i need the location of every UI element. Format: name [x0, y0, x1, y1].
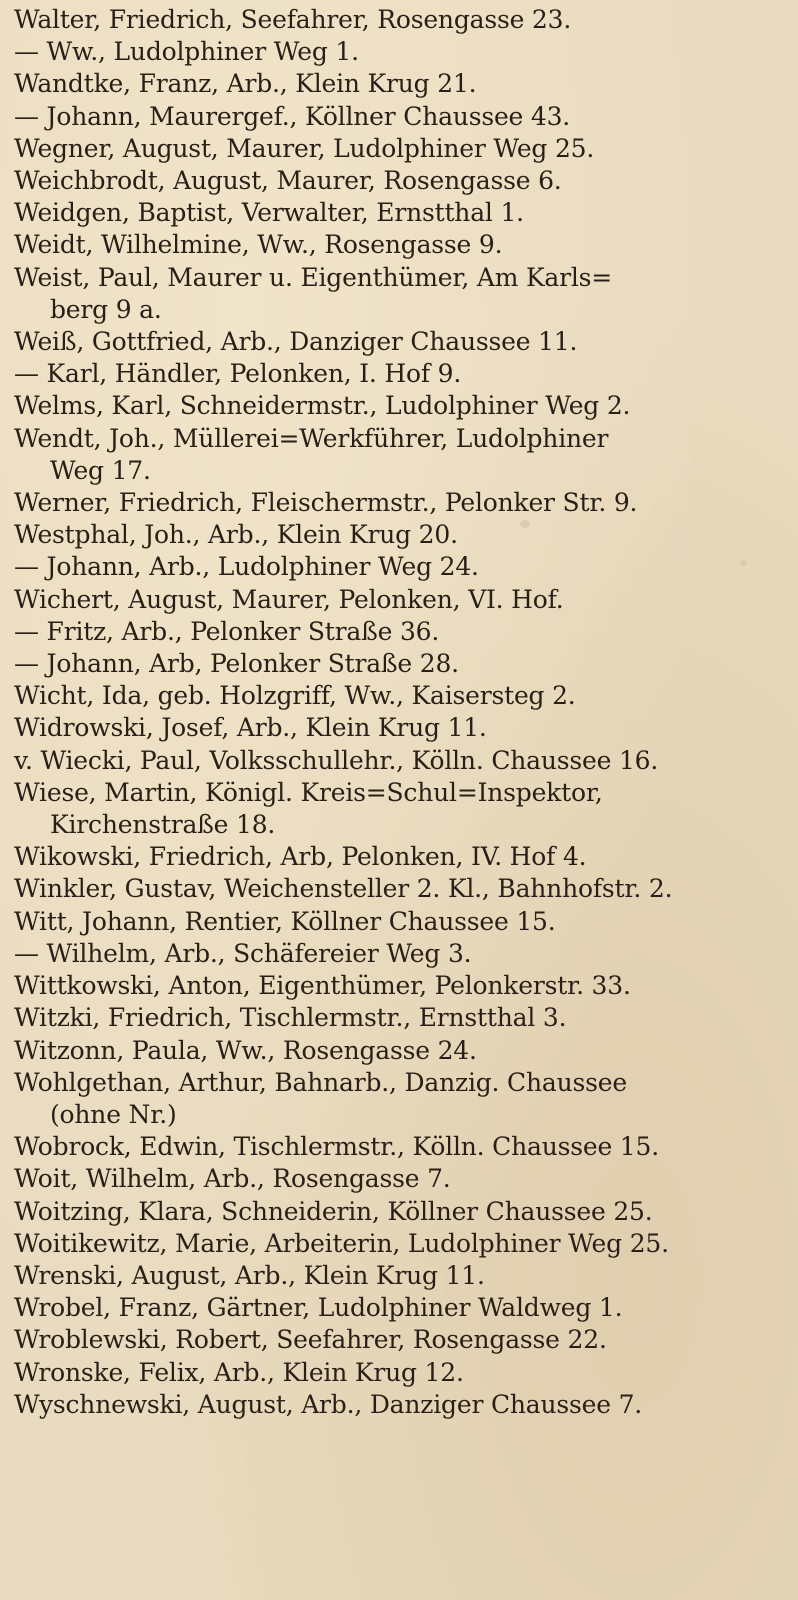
entry-text: Wrenski, August, Arb., Klein Krug 11.	[14, 1260, 485, 1290]
entry-text: Wronske, Felix, Arb., Klein Krug 12.	[14, 1357, 464, 1387]
entry-text: Welms, Karl, Schneidermstr., Ludolphiner Weg 2.	[14, 391, 631, 421]
directory-entries	[14, 4, 790, 1421]
entry-text: Weidgen, Baptist, Verwalter, Ernstthal 1.	[14, 198, 524, 228]
entry-text: Wobrock, Edwin, Tischlermstr., Kölln. Chaussee 15.	[14, 1132, 659, 1162]
directory-entry	[14, 1035, 790, 1067]
directory-entry	[14, 938, 790, 970]
directory-entry	[14, 970, 790, 1002]
directory-entry	[14, 1357, 790, 1389]
directory-entry	[14, 36, 790, 68]
directory-entry	[14, 648, 790, 680]
entry-text: — Wilhelm, Arb., Schäfereier Weg 3.	[14, 938, 472, 968]
entry-text: Widrowski, Josef, Arb., Klein Krug 11.	[14, 713, 487, 743]
directory-entry	[14, 551, 790, 583]
entry-text: Weichbrodt, August, Maurer, Rosengasse 6.	[14, 166, 562, 196]
directory-entry	[14, 519, 790, 551]
directory-entry	[14, 906, 790, 938]
entry-text: — Johann, Arb., Ludolphiner Weg 24.	[14, 552, 479, 582]
entry-text: v. Wiecki, Paul, Volksschullehr., Kölln. Chaussee 16.	[14, 745, 659, 775]
entry-text: — Johann, Arb, Pelonker Straße 28.	[14, 649, 459, 679]
directory-entry	[14, 680, 790, 712]
entry-text: Werner, Friedrich, Fleischermstr., Pelonker Str. 9.	[14, 488, 638, 518]
entry-text: — Ww., Ludolphiner Weg 1.	[14, 37, 359, 67]
directory-entry	[14, 423, 790, 487]
directory-entry	[14, 777, 790, 841]
entry-text: Weidt, Wilhelmine, Ww., Rosengasse 9.	[14, 230, 503, 260]
directory-entry	[14, 1131, 790, 1163]
entry-text: Wittkowski, Anton, Eigenthümer, Pelonkerstr. 33.	[14, 971, 631, 1001]
directory-entry	[14, 4, 790, 36]
directory-entry	[14, 197, 790, 229]
entry-continuation: Weg 17.	[50, 455, 151, 485]
entry-text: Woit, Wilhelm, Arb., Rosengasse 7.	[14, 1164, 451, 1194]
entry-text: Wicht, Ida, geb. Holzgriff, Ww., Kaisersteg 2.	[14, 681, 576, 711]
directory-entry	[14, 390, 790, 422]
directory-entry	[14, 1260, 790, 1292]
directory-entry	[14, 584, 790, 616]
entry-text: Wegner, August, Maurer, Ludolphiner Weg 25.	[14, 133, 595, 163]
directory-entry	[14, 745, 790, 777]
entry-text: Wyschnewski, August, Arb., Danziger Chaussee 7.	[14, 1389, 643, 1419]
directory-entry	[14, 1067, 790, 1131]
directory-entry	[14, 841, 790, 873]
entry-text: Wiese, Martin, Königl. Kreis=Schul=Inspektor,	[14, 777, 603, 807]
directory-entry	[14, 1228, 790, 1260]
directory-entry	[14, 1163, 790, 1195]
entry-text: — Johann, Maurergef., Köllner Chaussee 43.	[14, 101, 571, 131]
entry-text: Wohlgethan, Arthur, Bahnarb., Danzig. Chaussee	[14, 1067, 627, 1097]
entry-text: — Fritz, Arb., Pelonker Straße 36.	[14, 616, 440, 646]
directory-entry	[14, 101, 790, 133]
directory-entry	[14, 1196, 790, 1228]
directory-entry	[14, 1002, 790, 1034]
entry-text: Wandtke, Franz, Arb., Klein Krug 21.	[14, 69, 477, 99]
directory-entry	[14, 165, 790, 197]
directory-entry	[14, 616, 790, 648]
directory-entry	[14, 262, 790, 326]
entry-continuation: berg 9 a.	[50, 294, 162, 324]
entry-continuation: Kirchenstraße 18.	[50, 810, 276, 840]
entry-text: Weist, Paul, Maurer u. Eigenthümer, Am Karls=	[14, 262, 613, 292]
entry-text: — Karl, Händler, Pelonken, I. Hof 9.	[14, 359, 462, 389]
entry-text: Witzki, Friedrich, Tischlermstr., Ernstthal 3.	[14, 1003, 567, 1033]
directory-entry	[14, 68, 790, 100]
entry-text: Witzonn, Paula, Ww., Rosengasse 24.	[14, 1035, 477, 1065]
directory-entry	[14, 229, 790, 261]
entry-text: Wendt, Joh., Müllerei=Werkführer, Ludolphiner	[14, 423, 609, 453]
directory-entry	[14, 487, 790, 519]
entry-text: Wrobel, Franz, Gärtner, Ludolphiner Waldweg 1.	[14, 1293, 623, 1323]
directory-entry	[14, 1292, 790, 1324]
entry-text: Woitikewitz, Marie, Arbeiterin, Ludolphiner Weg 25.	[14, 1228, 669, 1258]
directory-entry	[14, 1324, 790, 1356]
directory-entry	[14, 1389, 790, 1421]
directory-entry	[14, 873, 790, 905]
entry-text: Witt, Johann, Rentier, Köllner Chaussee 15.	[14, 906, 556, 936]
entry-text: Woitzing, Klara, Schneiderin, Köllner Chaussee 25.	[14, 1196, 653, 1226]
entry-text: Weiß, Gottfried, Arb., Danziger Chaussee 11.	[14, 327, 578, 357]
entry-text: Walter, Friedrich, Seefahrer, Rosengasse 23.	[14, 5, 572, 34]
entry-text: Winkler, Gustav, Weichensteller 2. Kl., Bahnhofstr. 2.	[14, 874, 673, 904]
directory-entry	[14, 358, 790, 390]
directory-entry	[14, 712, 790, 744]
entry-text: Westphal, Joh., Arb., Klein Krug 20.	[14, 520, 458, 550]
entry-text: Wroblewski, Robert, Seefahrer, Rosengasse 22.	[14, 1325, 607, 1355]
directory-entry	[14, 326, 790, 358]
directory-entry	[14, 133, 790, 165]
entry-text: Wikowski, Friedrich, Arb, Pelonken, IV. Hof 4.	[14, 842, 587, 872]
entry-continuation: (ohne Nr.)	[50, 1099, 177, 1129]
entry-text: Wichert, August, Maurer, Pelonken, VI. Hof.	[14, 584, 564, 614]
